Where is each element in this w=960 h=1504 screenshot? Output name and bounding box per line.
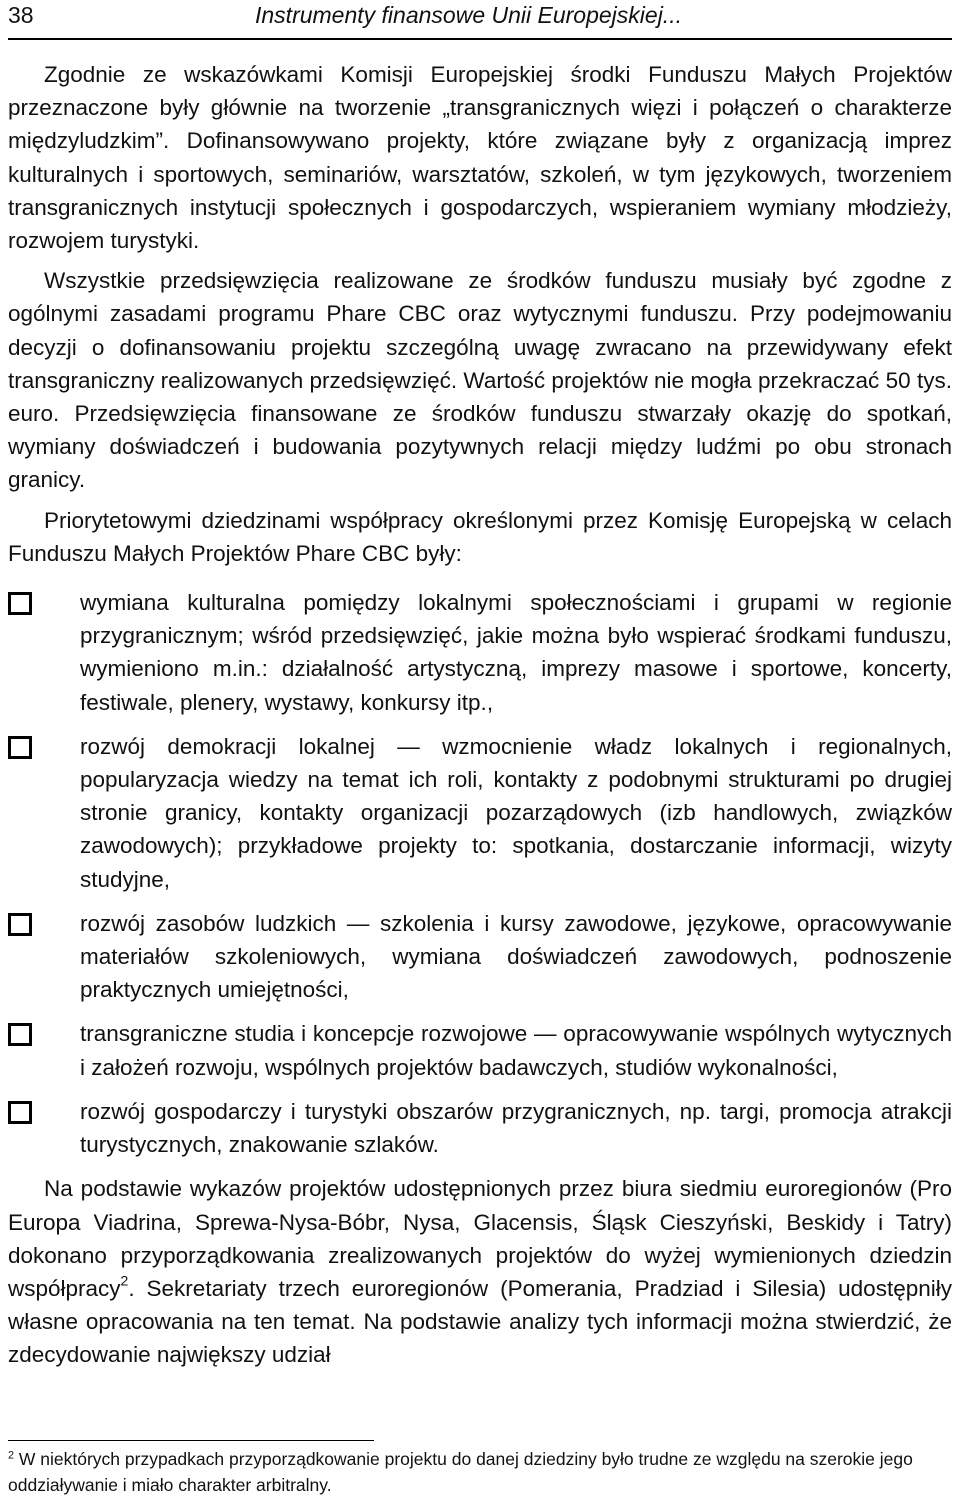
paragraph-4 (8, 1172, 952, 1371)
footnote (8, 1446, 952, 1498)
running-title: Instrumenty finansowe Unii Europejskiej... (255, 2, 682, 28)
paragraph-2: Wszystkie przedsięwzięcia realizowane ze środków funduszu musiały być zgodne z ogólnymi zasadami programu Phare CBC oraz wytycznymi funduszu. Przy podejmowaniu decyzji o dofinansowaniu projektu szczególną uwagę zwracano na przewidywany efekt transgraniczny realizowanych przedsięwzięć. Wartość projektów nie mogła przekraczać 50 tys. euro. Przedsięwzięcia finansowane ze środków funduszu stwarzały okazję do spotkań, wymiany doświadczeń i budowania pozytywnych relacji między ludźmi po obu stronach granicy. (8, 268, 952, 493)
list-item-text: transgraniczne studia i koncepcje rozwojowe — opracowywanie wspólnych wytycznych i założeń rozwoju, wspólnych projektów badawczych, studiów wykonalności, (80, 1021, 952, 1080)
checkbox-bullet-icon (8, 592, 32, 615)
list-item-text: wymiana kulturalna pomiędzy lokalnymi społecznościami i grupami w regionie przygranicznym; wśród przedsięwzięć, jakie można było wspierać środkami funduszu, wymieniono m.in.: działalność artystyczną, imprezy masowe i sportowe, koncerty, festiwale, plenery, wystawy, konkursy itp., (80, 590, 952, 715)
paragraph-4-continuation: . Sekretariaty trzech euroregionów (Pomerania, Pradziad i Silesia) udostępniły własne opracowania na ten temat. Na podstawie analizy tych informacji można stwierdzić, że zdecydowanie największy udział (8, 1275, 952, 1368)
checkbox-bullet-icon (8, 913, 32, 936)
checkbox-bullet-icon (8, 1101, 32, 1124)
list-item (8, 1017, 952, 1083)
footnote-marker: 2 (8, 1449, 15, 1462)
page-header (8, 0, 952, 40)
paragraph-1: Zgodnie ze wskazówkami Komisji Europejskiej środki Funduszu Małych Projektów przeznaczone były głównie na tworzenie „transgranicznych więzi i połączeń o charakterze międzyludzkim”. Dofinansowywano projekty, które związane były z organizacją imprez kulturalnych i sportowych, seminariów, warsztatów, szkoleń, w tym językowych, tworzeniem transgranicznych instytucji społecznych i gospodarczych, wspieraniem wymiany młodzieży, rozwojem turystyki. (8, 62, 952, 254)
paragraph-3: Priorytetowymi dziedzinami współpracy określonymi przez Komisję Europejską w celach Funduszu Małych Projektów Phare CBC były: (8, 507, 952, 566)
list-item (8, 586, 952, 719)
footnote-divider (8, 1440, 374, 1441)
checkbox-bullet-icon (8, 1023, 32, 1046)
list-item-text: rozwój zasobów ludzkich — szkolenia i kursy zawodowe, językowe, opracowywanie materiałów szkoleniowych, wymiana doświadczeń zawodowych, podnoszenie praktycznych umiejętności, (80, 910, 952, 1003)
footnote-text: W niektórych przypadkach przyporządkowanie projektu do danej dziedziny było trudne ze względu na szerokie jego oddziaływanie i miało charakter arbitralny. (8, 1449, 913, 1495)
list-item (8, 907, 952, 1007)
body-text (8, 58, 952, 1379)
priority-list (8, 586, 952, 1161)
list-item-text: rozwój gospodarczy i turystyki obszarów przygranicznych, np. targi, promocja atrakcji turystycznych, znakowanie szlaków. (80, 1098, 952, 1158)
list-item (8, 730, 952, 896)
list-item-text: rozwój demokracji lokalnej — wzmocnienie władz lokalnych i regionalnych, popularyzacja wiedzy na temat ich roli, kontakty z podobnymi strukturami po drugiej stronie granicy, kontakty organizacji pozarządowych (izb handlowych, związków zawodowych); przykładowe projekty to: spotkania, dostarczanie informacji, wizyty studyjne, (80, 733, 952, 892)
checkbox-bullet-icon (8, 736, 32, 759)
page-number: 38 (8, 2, 34, 28)
paragraph-4-text: Na podstawie wykazów projektów udostępnionych przez biura siedmiu euroregionów (Pro Europa Viadrina, Sprewa-Nysa-Bóbr, Nysa, Glacensis, Śląsk Cieszyński, Beskidy i Tatry) dokonano przyporządkowania zrealizowanych projektów do wyżej wymienionych dziedzin współpracy (8, 1176, 952, 1301)
list-item (8, 1095, 952, 1161)
footnote-reference[interactable]: 2 (120, 1272, 129, 1289)
